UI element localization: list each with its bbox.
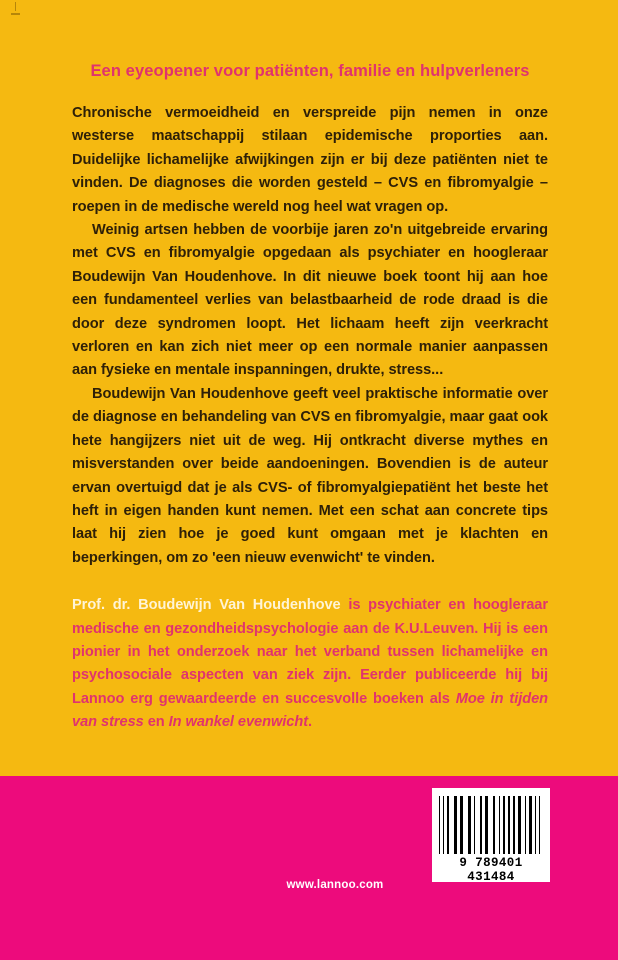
book-title-in-wankel-evenwicht: In wankel evenwicht (168, 714, 309, 731)
blurb-paragraph-1: Chronische vermoeidheid en verspreide pijn nemen in onze westerse maatschappij stilaan epidemische proporties aan. Duidelijke lichamelijke afwijkingen zijn er bij deze patiënten niet te vinden. De diagnoses die worden gesteld – CVS en fibromyalgie – roepen in de medische wereld nog heel wat vragen op. (72, 105, 548, 215)
publisher-website-label: www.lannoo.com (286, 879, 384, 891)
headline-tagline: Een eyeopener voor patiënten, familie en hulpverleners (90, 62, 530, 80)
blurb-paragraph-2: Weinig artsen hebben de voorbije jaren zo'n uitgebreide ervaring met CVS en fibromyalgie opgedaan als psychiater en hoogleraar Boudewijn Van Houdenhove. In dit nieuwe boek toont hij aan hoe een fundamenteel verlies van belastbaarheid de rode draad is die door deze syndromen loopt. Het lichaam heeft zijn veerkracht verloren en kan zich niet meer op een normale manier aanpassen aan fysieke en mentale inspanningen, drukte, stress... (72, 222, 548, 379)
barcode-number: 9 789401 431484 (459, 856, 523, 884)
blurb-body (72, 102, 548, 570)
book-title-moe-in-tijden-van-stress: Moe in tijden van stress (72, 690, 548, 731)
cover-text-column (72, 60, 548, 735)
crop-mark-icon (11, 2, 20, 18)
blurb-paragraph-3: Boudewijn Van Houdenhove geeft veel praktische informatie over de diagnose en behandeling van CVS en fibromyalgie, maar gaat ook hete hangijzers niet uit de weg. Hij ontkracht diverse mythes en misverstanden over beide aandoeningen. Bovendien is de auteur ervan overtuigd dat je als CVS- of fibromyalgiepatiënt het beste het heft in eigen handen kunt nemen. Met een schat aan concrete tips laat hij zien hoe je goed kunt omgaan met je klachten en beperkingen, om zo 'een nieuw evenwicht' te vinden. (72, 385, 548, 566)
author-bio-text-3: . (308, 714, 313, 731)
author-name: Prof. dr. Boudewijn Van Houdenhove (72, 597, 341, 614)
author-bio-text-1: is psychiater en hoogleraar medische en gezondheidspsychologie aan de K.U.Leuven. Hij is een pionier in het onderzoek naar het verband tussen lichamelijke en psychosociale aspecten van ziek zijn. Eerder publiceerde hij bij Lannoo erg gewaardeerde en succesvolle boeken als (72, 597, 548, 707)
author-bio-text-2: en (143, 714, 169, 731)
isbn-barcode (432, 788, 550, 882)
barcode-bars (439, 796, 543, 854)
publisher-website (0, 879, 618, 891)
author-bio-paragraph (72, 594, 548, 734)
